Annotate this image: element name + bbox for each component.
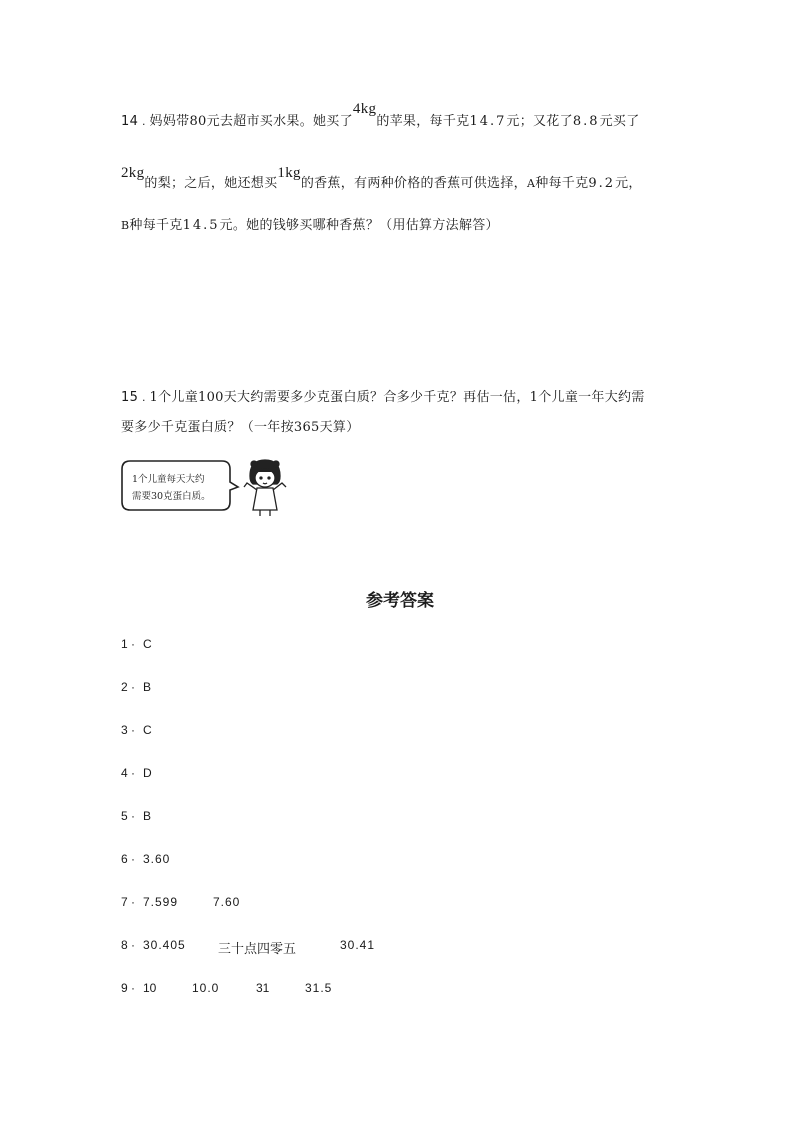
q15-line-2: 要多少千克蛋白质？（一年按365天算）	[121, 420, 360, 435]
bubble-line-2: 需要30克蛋白质。	[132, 491, 211, 502]
speech-bubble	[122, 461, 238, 510]
q14-line-3: B种每千克14.5元。她的钱够买哪种香蕉？（用估算方法解答）	[121, 218, 499, 233]
answer-key-title: 参考答案	[366, 591, 434, 611]
bubble-line-1: 1个儿童每天大约	[132, 474, 205, 485]
question-number: 15	[121, 390, 139, 405]
q14-line-1: 14 . 妈妈带80元去超市买水果。她买了4kg的苹果，每千克14.7元；又花了8.8元买了	[121, 101, 640, 129]
girl-speech-illustration	[120, 456, 310, 518]
question-number: 14	[121, 114, 139, 129]
q14-line-2: 2kg的梨；之后，她还想买1kg的香蕉，有两种价格的香蕉可供选择，A种每千克9.2元，	[121, 165, 642, 191]
girl-figure	[244, 460, 286, 516]
q15-line-1: 15 . 1个儿童100天大约需要多少克蛋白质？合多少千克？再估一估，1个儿童一年大约需	[121, 390, 645, 405]
